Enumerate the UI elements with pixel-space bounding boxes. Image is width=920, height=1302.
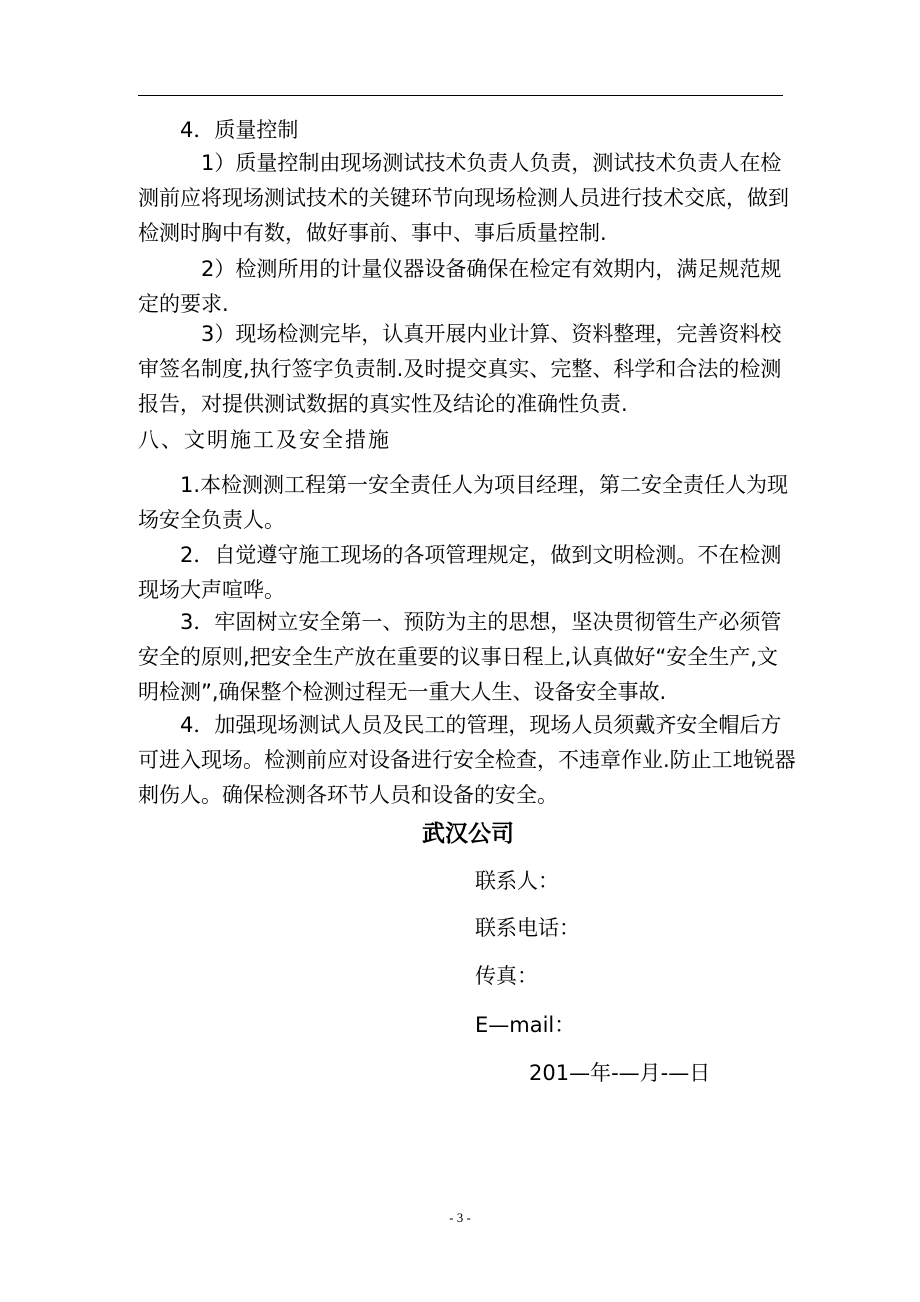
date-line: 201—年-—月-—日	[529, 1061, 711, 1085]
section-4-item-1: 1）质量控制由现场测试技术负责人负责，测试技术负责人在检测前应将现场测试技术的关键环节向现场检测人员进行技术交底，做到检测时胸中有数，做好事前、事中、事后质量控制.	[138, 151, 789, 245]
header-rule	[138, 95, 783, 96]
contact-person-label: 联系人：	[475, 869, 559, 893]
section-4-item-3: 3）现场检测完毕，认真开展内业计算、资料整理，完善资料校审签名制度,执行签字负责制.及时提交真实、完整、科学和合法的检测报告，对提供测试数据的真实性及结论的准确性负责.	[138, 322, 782, 416]
company-name: 武汉公司	[422, 821, 514, 847]
fax-label: 传真：	[475, 964, 538, 988]
section-8-item-3: 3．牢固树立安全第一、预防为主的思想，坚决贯彻管生产必须管安全的原则,把安全生产放在重要的议事日程上,认真做好“安全生产,文明检测”,确保整个检测过程无一重大人生、设备安全事故.	[138, 610, 782, 704]
section-4-heading: 4．质量控制	[180, 118, 299, 142]
page-number: - 3 -	[449, 1210, 471, 1225]
contact-phone-label: 联系电话：	[475, 916, 580, 940]
section-8-item-2: 2．自觉遵守施工现场的各项管理规定，做到文明检测。不在检测现场大声喧哗。	[138, 543, 782, 602]
email-label: E—mail：	[475, 1013, 576, 1037]
section-8-item-1: 1.本检测测工程第一安全责任人为项目经理，第二安全责任人为现场安全负责人。	[138, 473, 789, 532]
section-8-heading: 八、文明施工及安全措施	[138, 428, 391, 452]
section-8-item-4: 4．加强现场测试人员及民工的管理，现场人员须戴齐安全帽后方可进入现场。检测前应对设备进行安全检查，不违章作业.防止工地锐器刺伤人。确保检测各环节人员和设备的安全。	[138, 713, 796, 807]
section-4-item-2: 2）检测所用的计量仪器设备确保在检定有效期内，满足规范规定的要求.	[138, 257, 782, 316]
